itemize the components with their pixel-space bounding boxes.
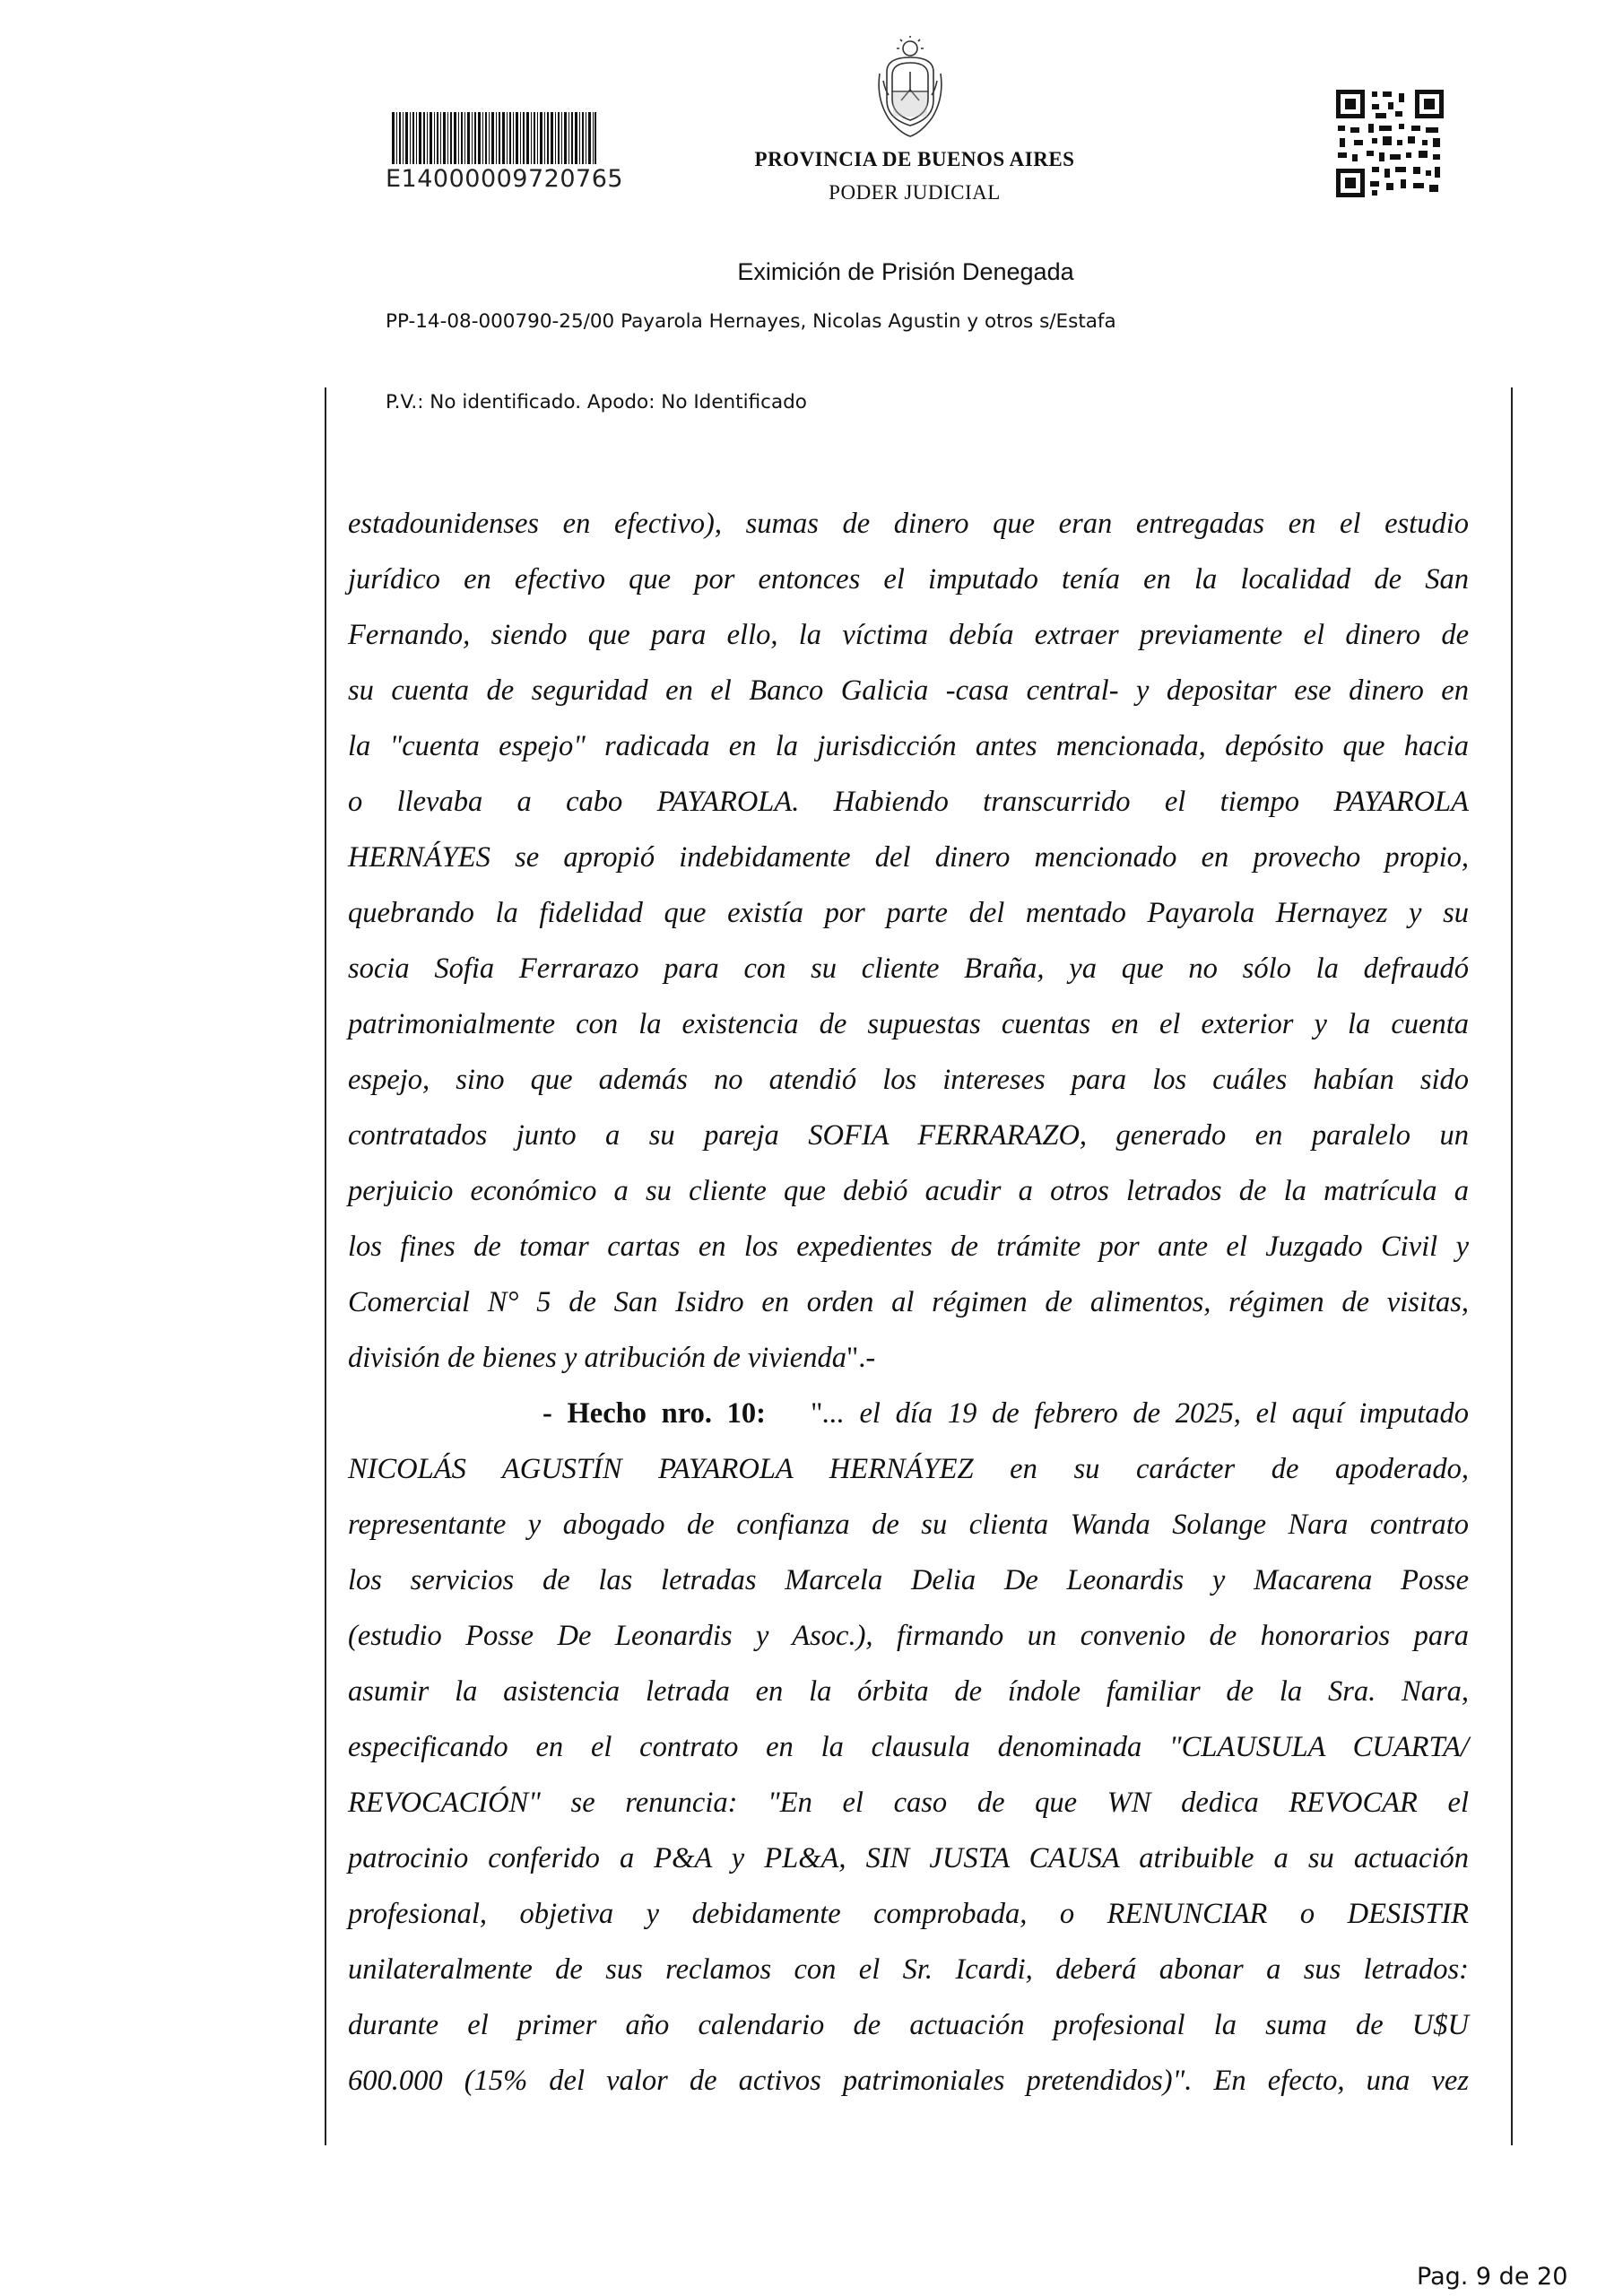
hecho-line: especificando en el contrato en la clausula denominada "CLAUSULA CUARTA/ (348, 1731, 1469, 1763)
end-quote: ".- (846, 1342, 876, 1374)
judicial-branch-name: PODER JUDICIAL (829, 181, 1001, 204)
body-line: quebrando la fidelidad que existía por parte del mentado Payarola Hernayez y su (348, 897, 1469, 929)
body-line: o llevaba a cabo PAYAROLA. Habiendo transcurrido el tiempo PAYAROLA (348, 786, 1469, 818)
hecho-line: asumir la asistencia letrada en la órbita de índole familiar de la Sra. Nara, (348, 1675, 1469, 1708)
hecho-first-line: ... el día 19 de febrero de 2025, el aquí imputado (822, 1397, 1470, 1430)
hecho-open-quote: " (811, 1397, 823, 1430)
body-line-text: división de bienes y atribución de vivienda (348, 1342, 846, 1374)
case-reference: PP-14-08-000790-25/00 Payarola Hernayes, Nicolas Agustin y otros s/Estafa (386, 310, 1116, 333)
province-name: PROVINCIA DE BUENOS AIRES (754, 148, 1075, 170)
body-line: los fines de tomar cartas en los expedientes de trámite por ante el Juzgado Civil y (348, 1231, 1469, 1263)
body-line: estadounidenses en efectivo), sumas de dinero que eran entregadas en el estudio (348, 508, 1469, 540)
body-line: patrimonialmente con la existencia de supuestas cuentas en el exterior y la cuenta (348, 1008, 1469, 1040)
body-line: Fernando, siendo que para ello, la víctima debía extraer previamente el dinero de (348, 619, 1469, 651)
body-line: la "cuenta espejo" radicada en la jurisdicción antes mencionada, depósito que hacia (348, 730, 1469, 762)
hecho-line: profesional, objetiva y debidamente comprobada, o RENUNCIAR o DESISTIR (348, 1898, 1469, 1930)
body-line-final (348, 1330, 1469, 1386)
left-margin-rule (325, 387, 326, 2145)
hecho-line: patrocinio conferido a P&A y PL&A, SIN JUSTA CAUSA atribuible a su actuación (348, 1842, 1469, 1874)
body-line: su cuenta de seguridad en el Banco Galicia -casa central- y depositar ese dinero en (348, 674, 1469, 707)
body-line: espejo, sino que además no atendió los intereses para los cuáles habían sido (348, 1064, 1469, 1096)
body-line: socia Sofia Ferrarazo para con su cliente Braña, ya que no sólo la defraudó (348, 952, 1469, 985)
hecho-line: representante y abogado de confianza de su clienta Wanda Solange Nara contrato (348, 1509, 1469, 1541)
pv-line: P.V.: No identificado. Apodo: No Identificado (386, 391, 807, 413)
barcode-number: E14000009720765 (386, 165, 624, 193)
hecho-label: - Hecho nro. 10: (542, 1397, 766, 1430)
body-line: perjuicio económico a su cliente que debió acudir a otros letrados de la matrícula a (348, 1175, 1469, 1207)
hecho-line: unilateralmente de sus reclamos con el Sr. Icardi, deberá abonar a sus letrados: (348, 1953, 1469, 1986)
body-line: jurídico en efectivo que por entonces el imputado tenía en la localidad de San (348, 563, 1469, 596)
barcode (392, 112, 596, 164)
hecho-line: NICOLÁS AGUSTÍN PAYAROLA HERNÁYEZ en su carácter de apoderado, (348, 1453, 1469, 1485)
hecho-line: REVOCACIÓN" se renuncia: "En el caso de que WN dedica REVOCAR el (348, 1787, 1469, 1819)
qr-code-icon (1336, 90, 1444, 197)
body-line: HERNÁYES se apropió indebidamente del dinero mencionado en provecho propio, (348, 841, 1469, 874)
page-number: Pag. 9 de 20 (1417, 2263, 1568, 2291)
body-line: Comercial N° 5 de San Isidro en orden al régimen de alimentos, régimen de visitas, (348, 1286, 1469, 1318)
right-margin-rule (1511, 387, 1513, 2145)
hecho-line: 600.000 (15% del valor de activos patrimoniales pretendidos)". En efecto, una vez (348, 2065, 1469, 2097)
document-title: Eximición de Prisión Denegada (737, 258, 1074, 285)
hecho-line: durante el primer año calendario de actuación profesional la suma de U$U (348, 2009, 1469, 2041)
coat-of-arms-icon (874, 36, 946, 139)
hecho-line: los servicios de las letradas Marcela Delia De Leonardis y Macarena Posse (348, 1564, 1469, 1596)
barcode-graphic (392, 112, 596, 164)
hecho-heading-line (348, 1386, 1469, 1441)
body-text (348, 496, 1469, 2109)
hecho-line: (estudio Posse De Leonardis y Asoc.), firmando un convenio de honorarios para (348, 1620, 1469, 1652)
body-line: contratados junto a su pareja SOFIA FERRARAZO, generado en paralelo un (348, 1119, 1469, 1152)
